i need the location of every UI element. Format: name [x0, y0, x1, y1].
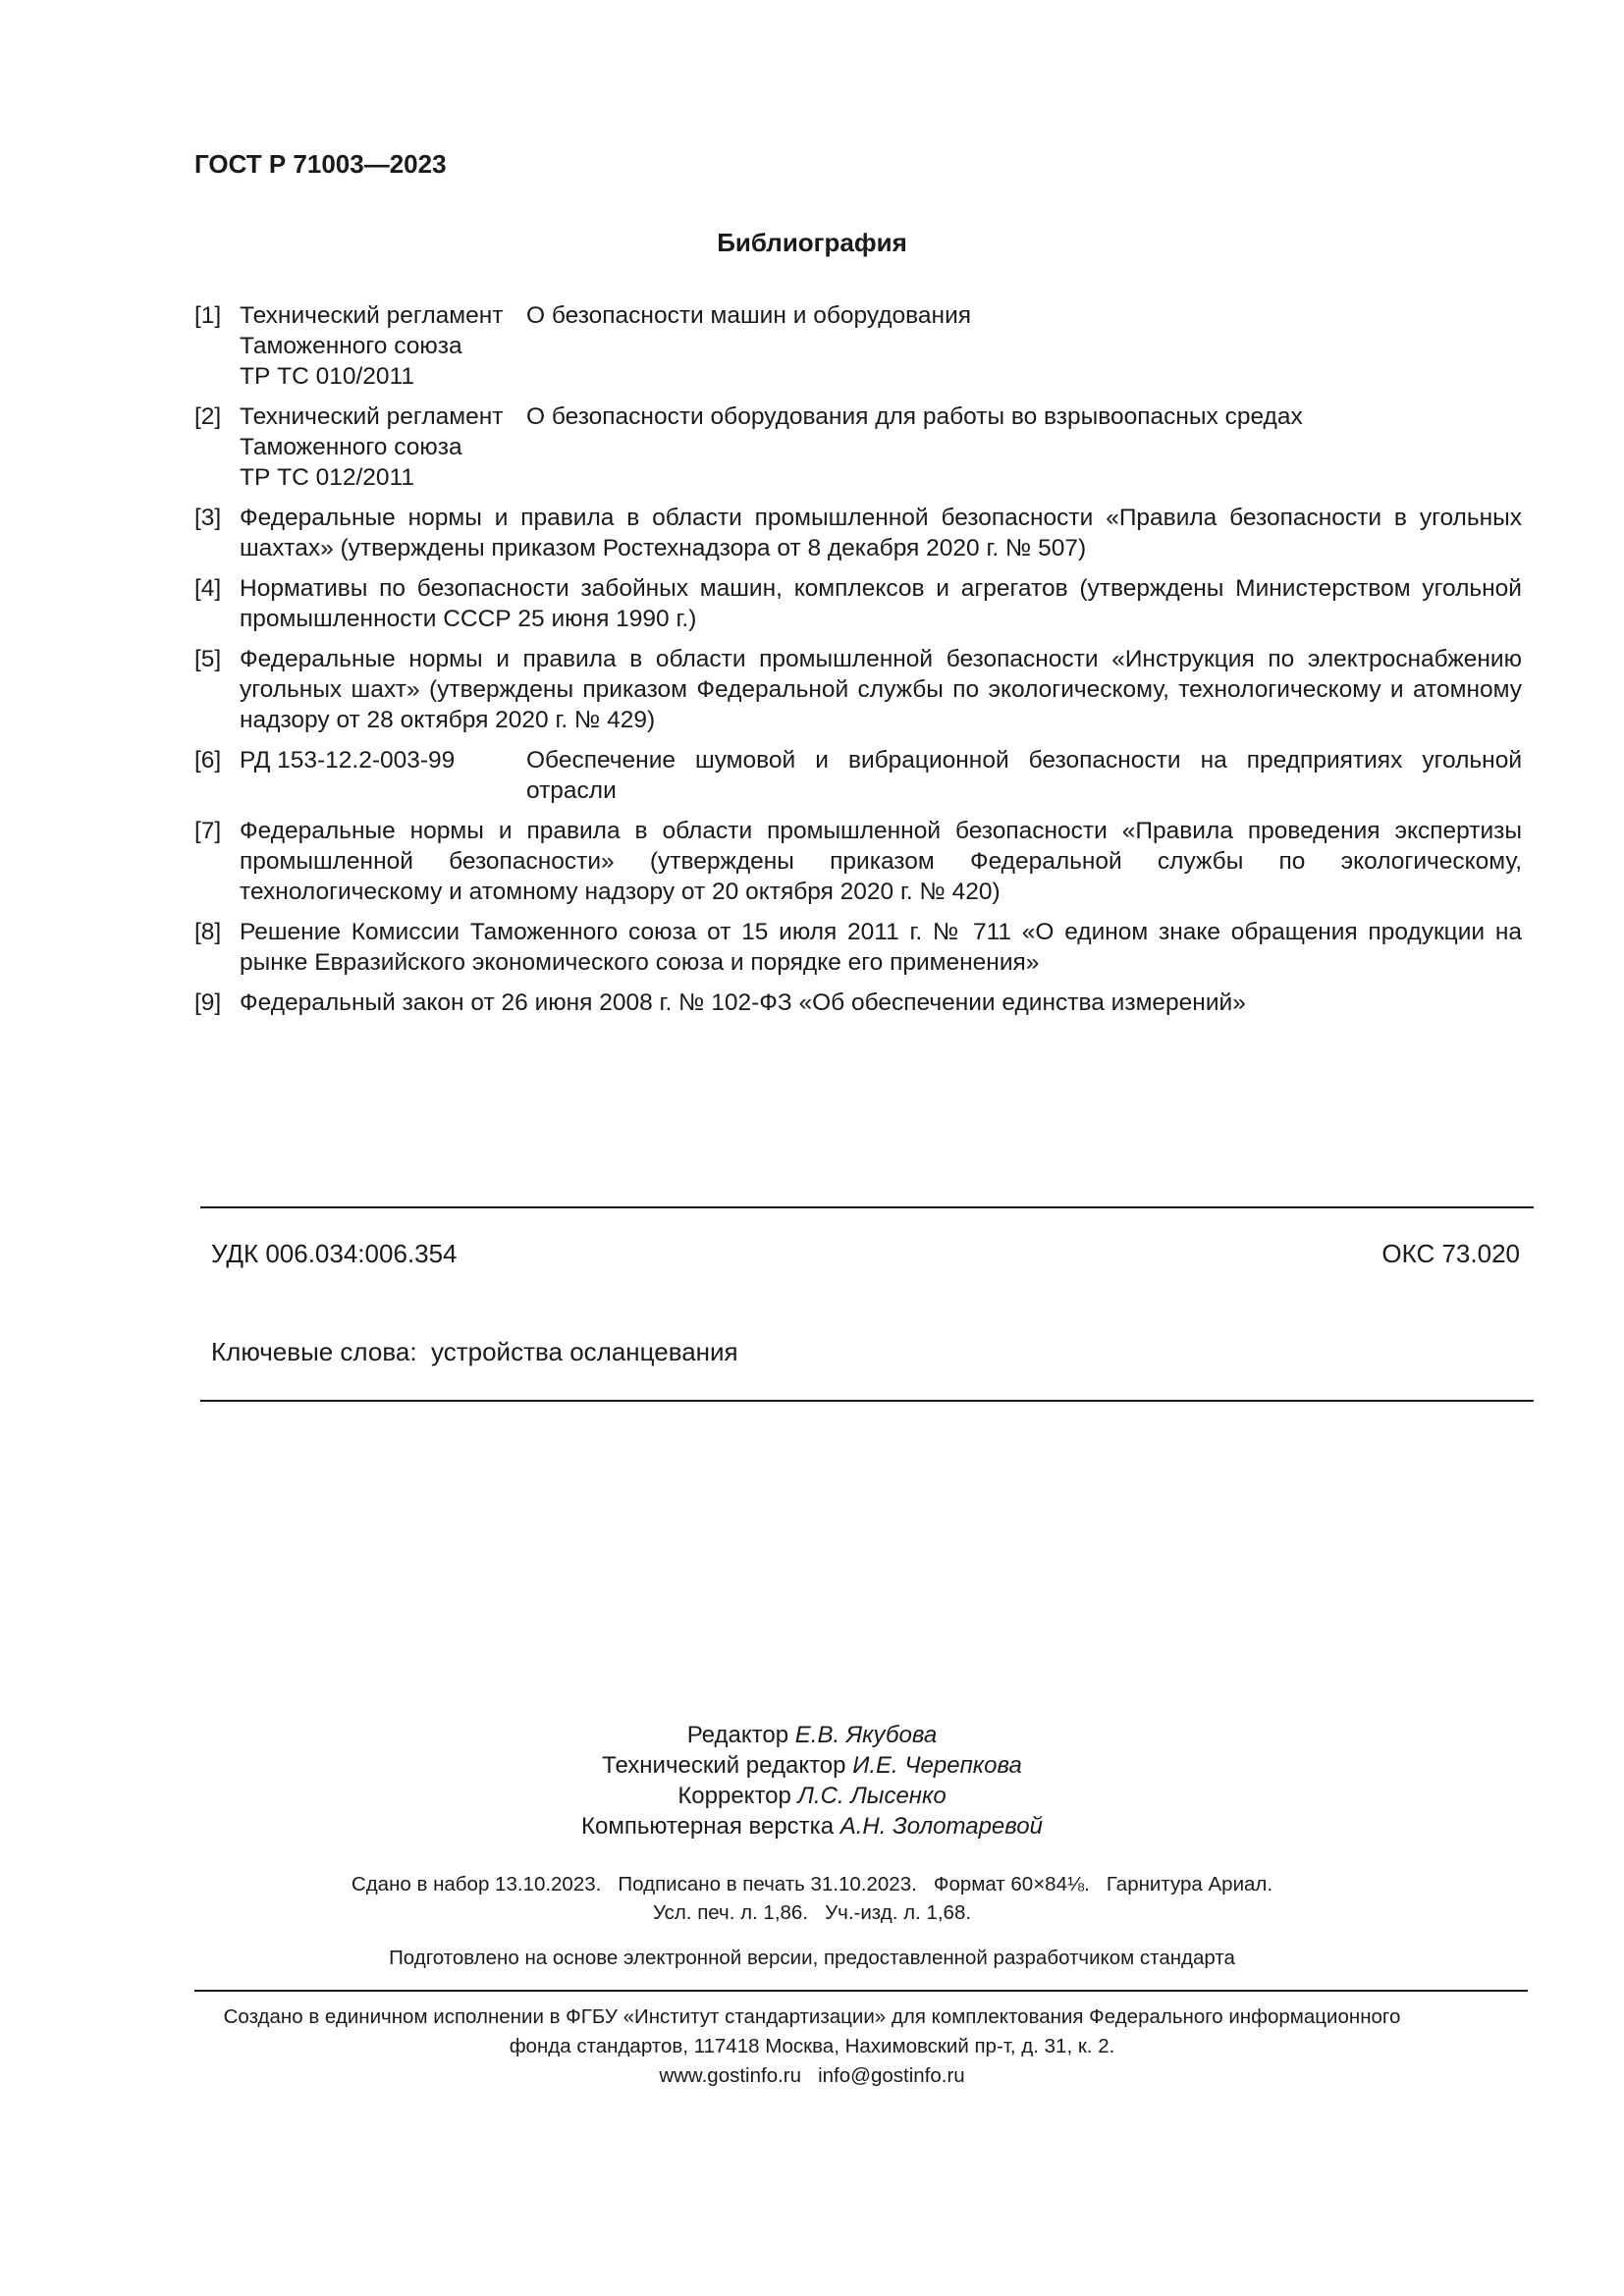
entry-source: Технический регламент Таможенного союза ТР ТС 010/2011 [240, 302, 504, 390]
divider [200, 1400, 1534, 1402]
entry-number: [8] [194, 919, 222, 945]
entry-number: [1] [194, 302, 222, 329]
entry-title: О безопасности оборудования для работы во взрывоопасных средах [526, 403, 1303, 430]
keywords-value: устройства осланцевания [431, 1337, 738, 1366]
entry-number: [4] [194, 575, 222, 602]
entry-number: [2] [194, 403, 222, 430]
credit-editor: Редактор Е.В. Якубова [686, 1722, 938, 1748]
bibliography-entry [194, 988, 1522, 1018]
print-info: Сдано в набор 13.10.2023. Подписано в печать 31.10.2023. Формат 60×84⅛. Гарнитура Ариал. Усл. печ. л. 1,86. Уч.-изд. л. 1,68. [351, 1873, 1273, 1924]
entry-number: [9] [194, 989, 222, 1016]
entry-text: Федеральный закон от 26 июня 2008 г. № 102-ФЗ «Об обеспечении единства измерений» [240, 989, 1246, 1016]
entry-text: Нормативы по безопасности забойных машин, комплексов и агрегатов (утверждены Министерством угольной промышленности СССР 25 июня 1990 г.) [240, 575, 1522, 632]
oks-code: ОКС 73.020 [1381, 1239, 1520, 1268]
entry-source: Технический регламент Таможенного союза ТР ТС 012/2011 [240, 403, 504, 491]
divider [200, 1206, 1534, 1208]
entry-number: [7] [194, 818, 222, 844]
entry-number: [5] [194, 646, 222, 672]
entry-title: О безопасности машин и оборудования [526, 302, 972, 329]
entry-source: РД 153-12.2-003-99 [240, 747, 456, 774]
bibliography-entry [194, 816, 1522, 907]
bibliography-entry [194, 300, 1522, 392]
credits [0, 1720, 1624, 1842]
entry-text: Решение Комиссии Таможенного союза от 15 июля 2011 г. № 711 «О едином знаке обращения продукции на рынке Евразийского экономического союза и порядке его применения» [240, 919, 1522, 976]
bibliography-entry [194, 644, 1522, 735]
created-note: Создано в единичном исполнении в ФГБУ «Институт стандартизации» для комплектования Федерального информационного фонда стандартов, 117418 Москва, Нахимовский пр-т, д. 31, к. 2. www.gostinfo.ru info@gostinfo.ru [0, 2002, 1624, 2091]
udk-code: УДК 006.034:006.354 [211, 1239, 458, 1268]
bibliography-entry [194, 401, 1522, 493]
entry-number: [6] [194, 747, 222, 774]
contact-links: www.gostinfo.ru info@gostinfo.ru [659, 2064, 965, 2087]
entry-text: Федеральные нормы и правила в области промышленной безопасности «Инструкция по электроснабжению угольных шахт» (утверждены приказом Федеральной службы по экологическому, технологическому и атомному надзору от 28 октября 2020 г. № 429) [240, 646, 1522, 733]
entry-number: [3] [194, 505, 222, 531]
credit-corrector: Корректор Л.С. Лысенко [677, 1783, 947, 1809]
bibliography-entry [194, 917, 1522, 978]
entry-text: Федеральные нормы и правила в области промышленной безопасности «Правила проведения экспертизы промышленной безопасности» (утверждены приказом Федеральной службы по экологическому, технологическому и атомному надзору от 20 октября 2020 г. № 420) [240, 818, 1522, 905]
keywords-label: Ключевые слова: [211, 1337, 417, 1366]
divider [194, 1990, 1528, 1992]
credit-tech-editor: Технический редактор И.Е. Черепкова [602, 1752, 1022, 1779]
bibliography-title: Библиография [717, 228, 907, 257]
entry-title: Обеспечение шумовой и вибрационной безопасности на предприятиях угольной отрасли [526, 747, 1522, 804]
bibliography-entry [194, 503, 1522, 563]
document-code: ГОСТ Р 71003—2023 [194, 149, 447, 179]
bibliography-entry [194, 745, 1522, 806]
keywords [211, 1337, 738, 1367]
bibliography-entry [194, 573, 1522, 634]
credit-layout: Компьютерная верстка А.Н. Золотаревой [581, 1813, 1043, 1840]
bibliography-list [194, 300, 1522, 1028]
prepared-note: Подготовлено на основе электронной версии, предоставленной разработчиком стандарта [389, 1947, 1235, 1969]
entry-text: Федеральные нормы и правила в области промышленной безопасности «Правила безопасности в угольных шахтах» (утверждены приказом Ростехнадзора от 8 декабря 2020 г. № 507) [240, 505, 1522, 561]
